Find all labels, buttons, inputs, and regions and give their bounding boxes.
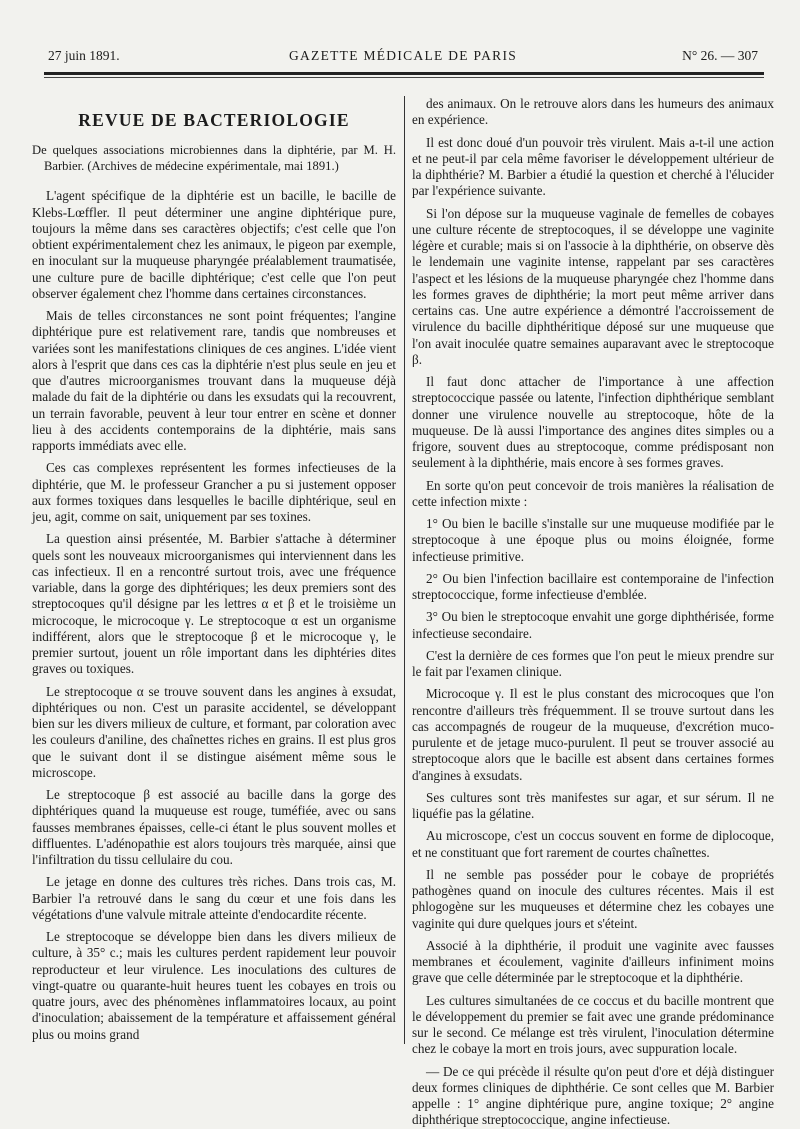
paragraph: 2° Ou bien l'infection bacillaire est contemporaine de l'infection streptococcique, forme infectieuse d'emblée. [412, 570, 774, 602]
paragraph: Il ne semble pas posséder pour le cobaye de propriétés pathogènes quand on inocule des cultures récentes. Mais il est phlogogène sur les muqueuses et détermine chez les cobayes une vaginite qui dure quelques jours et s'éteint. [412, 866, 774, 931]
paragraph: L'agent spécifique de la diphtérie est un bacille, le bacille de Klebs-Lœffler. Il peut déterminer une angine diphtérique pure, toujours la même dans ses caractères objectifs; c'est celle que l'on obtient expérimentalement chez les animaux, le pigeon par exemple, en inoculant sur la muqueuse pharyngée préalablement traumatisée, une culture pure de bacille diphtérique; c'est celle que l'on peut observer également chez l'homme dans certaines circonstances. [32, 188, 396, 301]
paragraph: Il faut donc attacher de l'importance à une affection streptococcique passée ou latente, l'infection diphthérique semblant donner une virulence nouvelle au streptocoque, hôte de la muqueuse. De là aussi l'importance des angines dites simples ou a frigore, souvent dues au streptocoque, comme prédisposant non seulement à la diphthérie, mais encore à ses formes graves. [412, 374, 774, 471]
paragraph: 3° Ou bien le streptocoque envahit une gorge diphthérisée, forme infectieuse secondaire. [412, 609, 774, 641]
article-title: REVUE DE BACTERIOLOGIE [78, 110, 350, 130]
paragraph: Il est donc doué d'un pouvoir très virulent. Mais a-t-il une action et ne peut-il par cela même favoriser le développement ultérieur de la diphthérie? M. Barbier a étudié la question et cherché à l'élucider par l'expérience suivante. [412, 134, 774, 199]
header-rule-thin [44, 77, 764, 78]
paragraph: des animaux. On le retrouve alors dans les humeurs des animaux en expérience. [412, 96, 774, 128]
paragraph: Si l'on dépose sur la muqueuse vaginale de femelles de cobayes une culture récente de streptocoques, il se développe une vaginite légère et curable; mais si on l'associe à la diphthérie, on observe dès le lendemain une vaginite intense, rappelant par ses caractères l'aspect et les lésions de la muqueuse pharyngée chez l'homme dans les formes graves de diphthérie; la mort peut même arriver dans certains cas. Une autre expérience a démontré l'accroissement de virulence du bacille diphthéritique déposé sur une muqueuse que l'on avait inoculée quatre semaines auparavant avec le streptocoque β. [412, 205, 774, 367]
paragraph: Mais de telles circonstances ne sont point fréquentes; l'angine diphtérique pure est relativement rare, tandis que nombreuses et variées sont les manifestations cliniques de ces angines. L'idée vient alors à l'esprit que dans ces cas la diphtérie n'est plus seule en jeu et que d'autres microorganismes trouvant dans la muqueuse déjà malade du fait de la diphtérie ou dans les exsudats qui la recouvrent, un terrain favorable, peuvent à leur tour entrer en scène et donner lieu à des accidents contemporains de la diphtérie, mais sans rapports immédiats avec elle. [32, 308, 396, 453]
paragraph: Le streptocoque β est associé au bacille dans la gorge des diphtériques quand la muqueuse est rouge, tuméfiée, avec ou sans fausses membranes épaisses, celle-ci étant le plus souvent molles et diffluentes. L'adénopathie est alors toujours très marquée, ainsi que l'infiltration du tissu cellulaire du cou. [32, 787, 396, 867]
issue-date: 27 juin 1891. [48, 48, 120, 63]
paragraph: Le streptocoque α se trouve souvent dans les angines à exsudat, diphtériques ou non. C'est un parasite accidentel, se développant bien sur les divers milieux de culture, et formant, par coloration avec les couleurs d'aniline, des chaînettes riches en grains. Il est plus gros que le suivant dont il se distingue aisément même sous le microscope. [32, 683, 396, 780]
paragraph: Au microscope, c'est un coccus souvent en forme de diplocoque, et ne constituant que fort rarement de courtes chaînettes. [412, 828, 774, 860]
left-column-body [32, 188, 396, 1043]
paragraph: Associé à la diphthérie, il produit une vaginite avec fausses membranes et écoulement, vaginite d'ailleurs infiniment moins grave que celle déterminée par le streptocoque et la diphthérie. [412, 937, 774, 986]
header-rule-thick [44, 72, 764, 75]
paragraph: Le streptocoque se développe bien dans les divers milieux de culture, à 35° c.; mais les cultures perdent rapidement leur pouvoir reproducteur et leur virulence. Les inoculations des cultures de vingt-quatre ou quarante-huit heures tuent les cobayes en trois ou quatre jours, avec des phénomènes inflammatoires locaux, au point d'inoculation; abaissement de la température et affaissement général plus ou moins grand [32, 929, 396, 1042]
paragraph: Microcoque γ. Il est le plus constant des microcoques que l'on rencontre d'ailleurs très fréquemment. Il se trouve surtout dans les cas accompagnés de rougeur de la muqueuse, d'excrétion muco-purulente et de jetage muco-purulent. Il peut se trouver associé au streptocoque alors que le bacille est absent dans certaines formes d'angines à exsudats. [412, 686, 774, 783]
paragraph: En sorte qu'on peut concevoir de trois manières la réalisation de cette infection mixte : [412, 477, 774, 509]
paragraph: C'est la dernière de ces formes que l'on peut le mieux prendre sur le fait par l'examen clinique. [412, 647, 774, 679]
paragraph: 1° Ou bien le bacille s'installe sur une muqueuse modifiée par le streptocoque à une époque plus ou moins éloignée, forme infectieuse primitive. [412, 516, 774, 564]
paragraph: La question ainsi présentée, M. Barbier s'attache à déterminer quels sont les nouveaux microorganismes qui interviennent dans les cas infectieux. Il en a rencontré surtout trois, avec une fréquence variable, dans la gorge des diphtériques; les deux premiers sont des streptocoques qu'il désigne par les lettres α et β et le troisième un microcoque, le microcoque γ. Le streptocoque α est un organisme indifférent, alors que le streptocoque β et le microcoque γ, le premier surtout, jouent un rôle important dans les diphtéries dites graves ou toxiques. [32, 531, 396, 677]
page-header [48, 48, 758, 68]
left-column [32, 96, 396, 1043]
paragraph: — De ce qui précède il résulte qu'on peut d'ore et déjà distinguer deux formes cliniques de diphthérie. Ce sont celles que M. Barbier appelle : 1° angine diphtérique pure, angine toxique; 2° angine diphthérique streptococcique, angine infectieuse. [412, 1063, 774, 1128]
paragraph: Les cultures simultanées de ce coccus et du bacille montrent que le développement du premier se fait avec une grande prédominance sur le second. Ce mélange est très virulent, l'inoculation détermine chez le cobaye la mort en trois jours, avec suppuration locale. [412, 992, 774, 1057]
right-column [412, 96, 774, 1129]
paragraph: Ces cas complexes représentent les formes infectieuses de la diphtérie, que M. le professeur Grancher a pu si justement opposer aux formes toxiques dans lesquelles le bacille diphtérique, seul en jeu, agit, comme on sait, uniquement par ses toxines. [32, 460, 396, 524]
article-subtitle: De quelques associations microbiennes dans la diphtérie, par M. H. Barbier. (Archives de médecine expérimentale, mai 1891.) [32, 143, 396, 174]
right-column-body [412, 96, 774, 1129]
paragraph: Ses cultures sont très manifestes sur agar, et sur sérum. Il ne liquéfie pas la gélatine. [412, 789, 774, 821]
issue-page-number: N° 26. — 307 [682, 48, 758, 63]
paragraph: Le jetage en donne des cultures très riches. Dans trois cas, M. Barbier l'a retrouvé dans le sang du cœur et une fois dans les végétations d'une valvule mitrale atteinte d'endocardite récente. [32, 874, 396, 922]
journal-title: GAZETTE MÉDICALE DE PARIS [288, 48, 518, 63]
column-divider [404, 96, 405, 1044]
